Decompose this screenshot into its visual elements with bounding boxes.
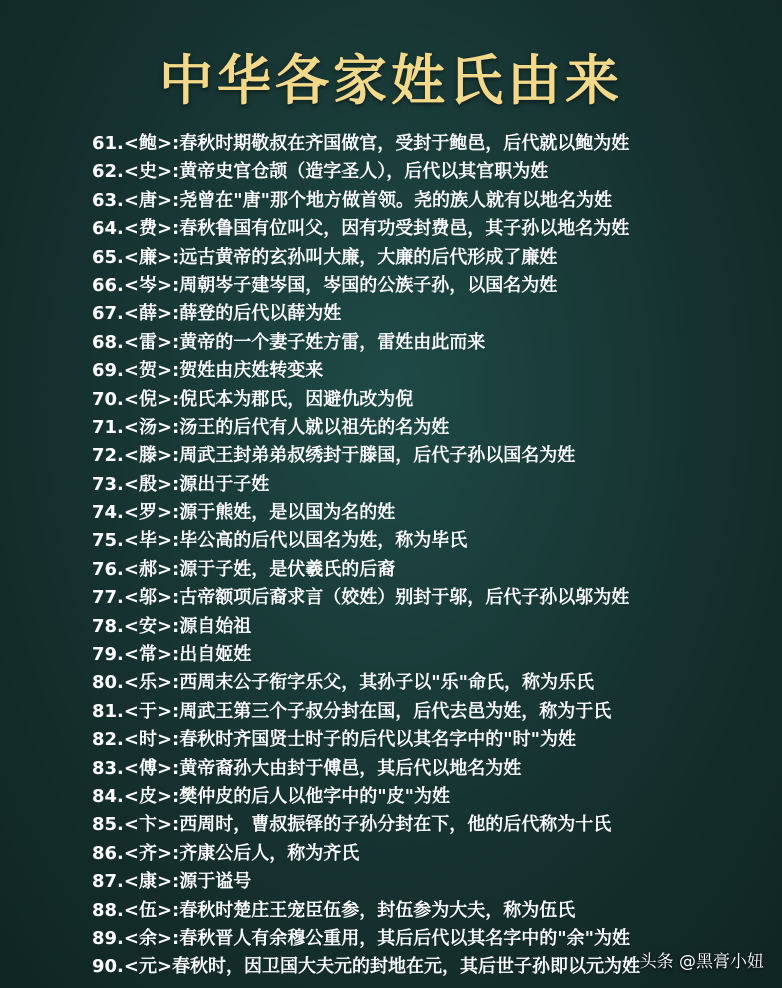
list-item: 69.<贺>:贺姓由庆姓转变来 [92,360,324,382]
list-item: 86.<齐>:齐康公后人，称为齐氏 [92,842,360,864]
list-item: 65.<廉>:远古黄帝的玄孙叫大廉，大廉的后代形成了廉姓 [92,246,558,268]
list-item: 76.<郝>:源于子姓，是伏羲氏的后裔 [92,558,396,580]
list-item: 88.<伍>:春秋时楚庄王宠臣伍参，封伍参为大夫，称为伍氏 [92,899,576,921]
list-item: 85.<卞>:西周时，曹叔振铎的子孙分封在下，他的后代称为十氏 [92,814,612,836]
list-item: 90.<元>春秋时，因卫国大夫元的封地在元，其后世子孙即以元为姓 [92,956,641,978]
list-item: 63.<唐>:尧曾在"唐"那个地方做首领。尧的族人就有以地名为姓 [92,189,613,211]
list-item: 75.<毕>:毕公高的后代以国名为姓，称为毕氏 [92,530,468,552]
list-item: 68.<雷>:黄帝的一个妻子姓方雷，雷姓由此而来 [92,331,486,353]
list-item: 70.<倪>:倪氏本为郡氏，因避仇改为倪 [92,388,414,410]
list-item: 73.<殷>:源出于子姓 [92,473,270,495]
list-item: 64.<费>:春秋鲁国有位叫父，因有功受封费邑，其子孙以地名为姓 [92,218,630,240]
list-item: 89.<余>:春秋晋人有余穆公重用，其后后代以其名字中的"余"为姓 [92,927,631,949]
list-item: 80.<乐>:西周末公子衔字乐父，其孙子以"乐"命氏，称为乐氏 [92,672,595,694]
page-title: 中华各家姓氏由来 [159,49,623,112]
list-item: 78.<安>:源自始祖 [92,615,252,637]
list-item: 83.<傅>:黄帝裔孙大由封于傅邑，其后代以地名为姓 [92,757,522,779]
list-item: 61.<鲍>:春秋时期敬叔在齐国做官，受封于鲍邑，后代就以鲍为姓 [92,133,630,154]
list-item: 77.<邬>:古帝额项后裔求言（姣姓）别封于邬，后代子孙以邬为姓 [92,587,630,609]
list-item: 81.<于>:周武王第三个子叔分封在国，后代去邑为姓，称为于氏 [92,700,612,722]
list-item: 82.<时>:春秋时齐国贤士时子的后代以其名字中的"时"为姓 [92,729,577,751]
list-item: 84.<皮>:樊仲皮的后人以他字中的"皮"为姓 [92,785,451,807]
list-item: 66.<岑>:周朝岑子建岑国，岑国的公族子孙，以国名为姓 [92,274,558,296]
list-item: 72.<滕>:周武王封弟弟叔绣封于滕国，后代子孙以国名为姓 [92,445,576,467]
list-item: 87.<康>:源于谥号 [92,871,252,893]
list-item: 62.<史>:黄帝史官仓颉（造字圣人），后代以其官职为姓 [92,161,549,183]
list-item: 74.<罗>:源于熊姓，是以国为名的姓 [92,502,396,524]
list-item: 71.<汤>:汤王的后代有人就以祖先的名为姓 [92,416,450,438]
list-item: 79.<常>:出自姬姓 [92,644,252,666]
list-item: 67.<薛>:薛登的后代以薛为姓 [92,303,342,325]
surname-list [92,130,772,982]
watermark: 头条 @黑膏小妞 [639,952,764,972]
